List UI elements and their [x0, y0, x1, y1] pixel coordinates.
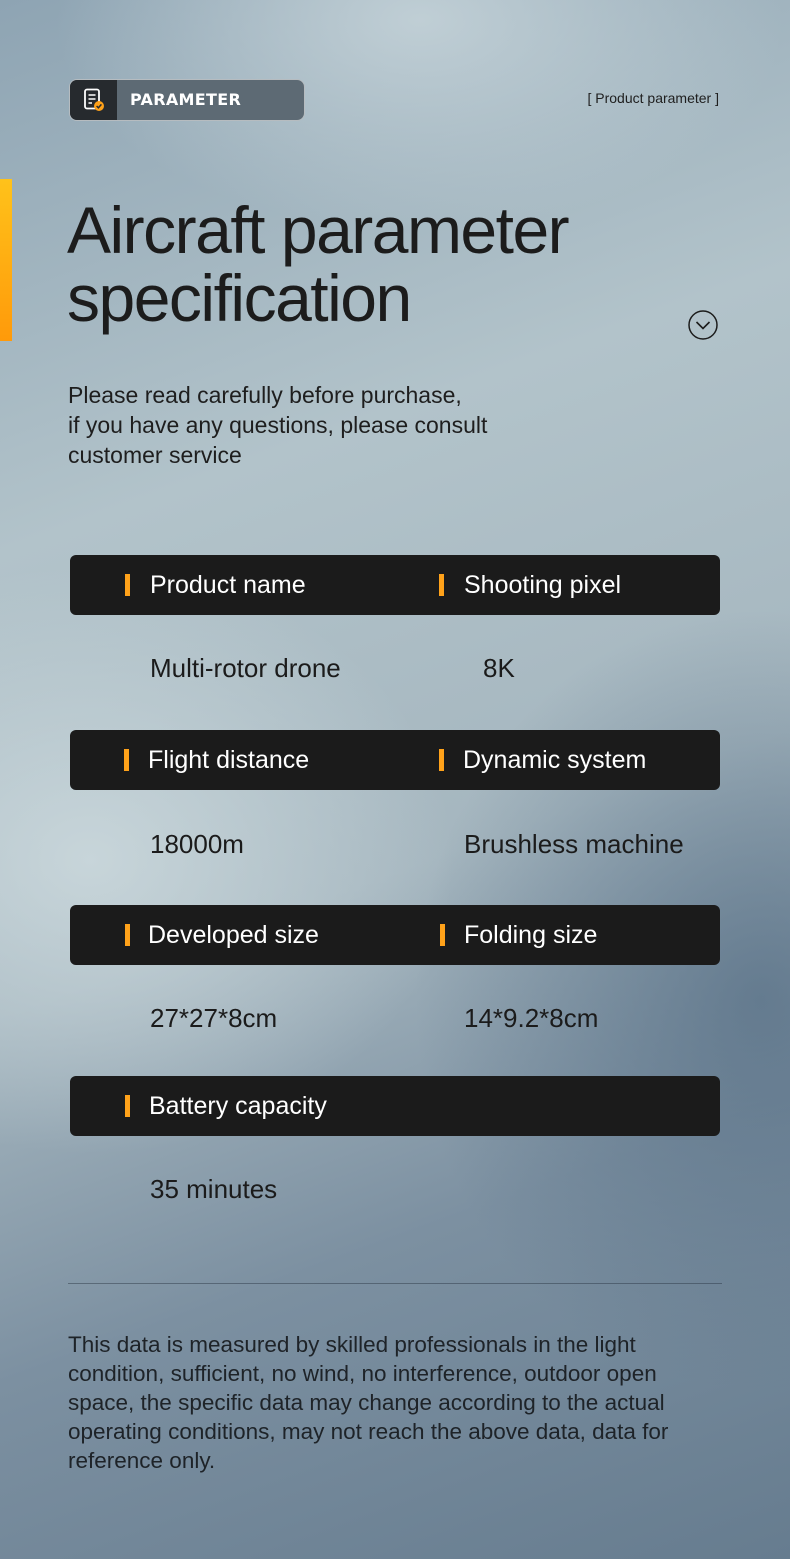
chevron-down-circle-icon[interactable] — [688, 310, 718, 340]
spec-label-shooting-pixel: Shooting pixel — [464, 571, 622, 599]
spec-value-shooting-pixel: 8K — [483, 653, 515, 683]
section-divider — [68, 1283, 722, 1284]
spec-accent-bar — [125, 574, 130, 596]
spec-label-dynamic-system: Dynamic system — [463, 746, 647, 774]
intro-text — [68, 380, 568, 470]
disclaimer-line-4: operating conditions, may not reach the above data, data for — [68, 1419, 669, 1444]
spec-header-row — [70, 905, 720, 965]
intro-line-2: if you have any questions, please consult — [68, 412, 488, 438]
spec-accent-bar — [439, 749, 444, 771]
intro-line-3: customer service — [68, 442, 242, 468]
spec-value-flight-distance: 18000m — [150, 829, 244, 859]
page-title-line-1: Aircraft parameter — [67, 193, 569, 267]
accent-stripe — [0, 179, 12, 341]
parameter-badge — [69, 79, 305, 121]
spec-value-product-name: Multi-rotor drone — [150, 653, 341, 683]
spec-header-row — [70, 1076, 720, 1136]
spec-value-folding-size: 14*9.2*8cm — [464, 1003, 599, 1033]
spec-accent-bar — [439, 574, 444, 596]
spec-accent-bar — [125, 924, 130, 946]
disclaimer-text — [68, 1330, 728, 1475]
page-title-line-2: specification — [67, 261, 411, 335]
badge-icon-box — [70, 80, 117, 120]
badge-label: PARAMETER — [130, 90, 242, 109]
spec-value-battery-capacity: 35 minutes — [150, 1174, 278, 1204]
disclaimer-line-1: This data is measured by skilled professionals in the light — [68, 1332, 636, 1357]
disclaimer-line-3: space, the specific data may change according to the actual — [68, 1390, 665, 1415]
spec-label-battery-capacity: Battery capacity — [149, 1092, 327, 1120]
spec-label-product-name: Product name — [150, 571, 306, 599]
disclaimer-line-2: condition, sufficient, no wind, no interference, outdoor open — [68, 1361, 657, 1386]
intro-line-1: Please read carefully before purchase, — [68, 382, 462, 408]
document-check-icon — [83, 88, 105, 112]
spec-value-developed-size: 27*27*8cm — [150, 1003, 278, 1033]
disclaimer-line-5: reference only. — [68, 1448, 216, 1473]
section-tag: [ Product parameter ] — [587, 90, 719, 106]
spec-value-dynamic-system: Brushless machine — [464, 829, 684, 859]
spec-label-flight-distance: Flight distance — [148, 746, 310, 774]
spec-label-folding-size: Folding size — [464, 921, 598, 949]
spec-header-row — [70, 730, 720, 790]
spec-header-row — [70, 555, 720, 615]
page-title — [67, 193, 667, 335]
spec-accent-bar — [124, 749, 129, 771]
spec-label-developed-size: Developed size — [148, 921, 319, 949]
spec-accent-bar — [440, 924, 445, 946]
spec-accent-bar — [125, 1095, 130, 1117]
